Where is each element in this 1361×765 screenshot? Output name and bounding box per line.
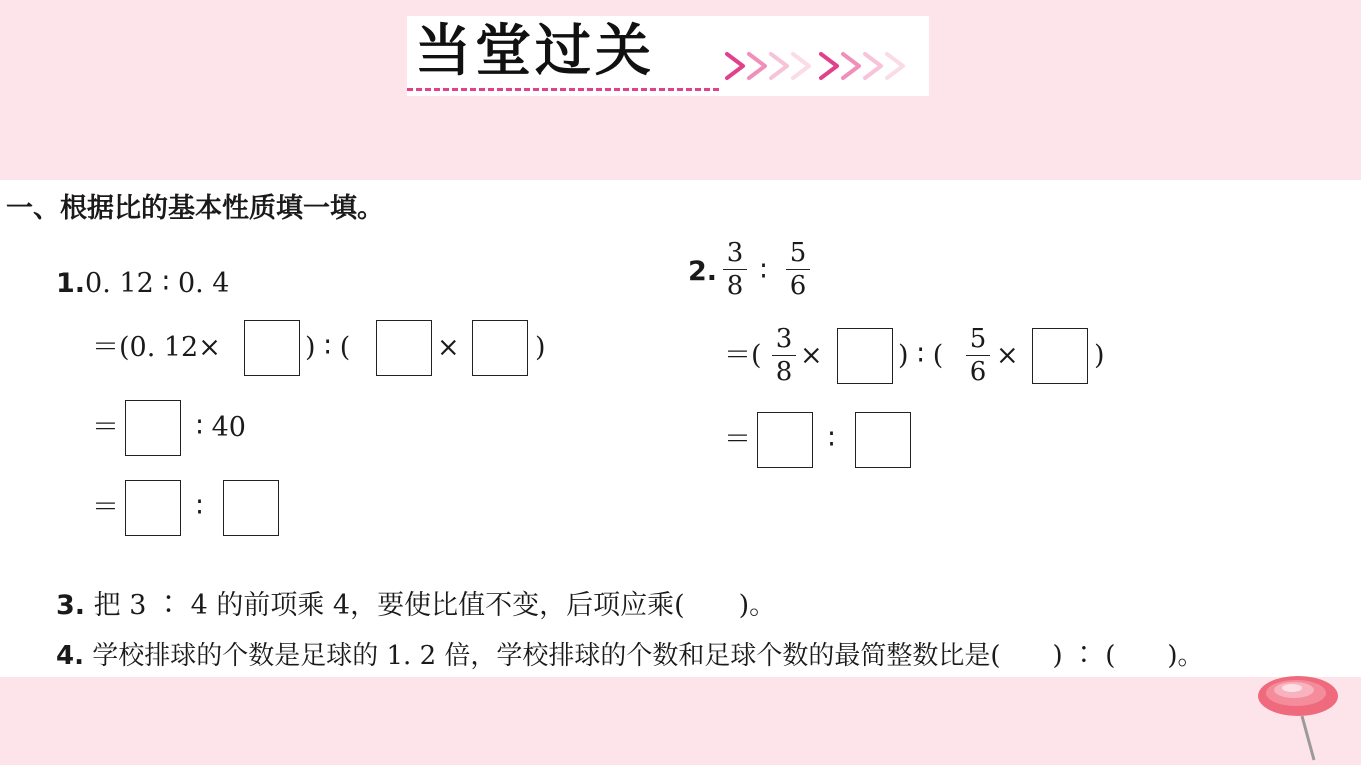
chevron-arrows-icon [723,46,923,86]
q1-line1 [56,268,229,300]
q2-line2-fraction-b [966,324,990,387]
q3-text: 把 3 ∶ 4 的前项乘 4，要使比值不变，后项应乘( )。 [93,590,777,621]
page-title: 当堂过关 [415,19,655,84]
q1-line3-suffix: ∶ 40 [196,412,246,443]
q2-line2-fraction-a [772,324,796,387]
q2-frac-b-numerator: 5 [789,238,807,268]
title-underline [407,88,719,91]
q1-answer-box-1[interactable] [244,320,300,376]
q1-line2-prefix: ＝(0. 12× [92,332,221,363]
q1-answer-box-6[interactable] [223,480,279,536]
section-heading: 一、根据比的基本性质填一填。 [6,193,384,224]
fraction-bar [772,355,796,356]
worksheet-content [0,180,1361,677]
fraction-bar [966,355,990,356]
header-band [0,0,1361,180]
q2-answer-box-3[interactable] [757,412,813,468]
q3-line [56,590,776,622]
q2-line2-open: ＝( [724,340,762,371]
q2-times-2: × [996,340,1019,371]
q4-label: 4. [56,641,84,671]
q2-frac-b-denominator: 6 [789,271,807,301]
q2-line2-frac-b-denominator: 6 [969,357,987,387]
q1-times: × [437,332,460,363]
q1-line4-prefix: ＝ [92,492,119,523]
q2-answer-box-4[interactable] [855,412,911,468]
q1-answer-box-3[interactable] [472,320,528,376]
q2-colon: ∶ [760,256,768,287]
q2-answer-box-1[interactable] [837,328,893,384]
q2-times-1: × [800,340,823,371]
q1-label: 1. [56,268,86,299]
q1-answer-box-2[interactable] [376,320,432,376]
pushpin-icon [1256,676,1346,762]
q2-line2-frac-b-numerator: 5 [969,324,987,354]
q1-close-paren: ) [535,332,546,363]
q2-fraction-a [723,238,747,301]
q4-line [56,640,1203,672]
q1-answer-box-4[interactable] [125,400,181,456]
title-banner [407,16,929,96]
footer-band [0,677,1361,765]
q3-label: 3. [56,590,86,621]
q1-answer-box-5[interactable] [125,480,181,536]
fraction-bar [786,269,810,270]
q2-line3-colon: ∶ [828,424,836,455]
q1-line4-colon: ∶ [196,492,204,523]
q2-line2-mid: ) ∶ ( [898,340,944,371]
q1-line2-mid: ) ∶ ( [305,332,351,363]
q1-line3-prefix: ＝ [92,412,119,443]
q2-line2-frac-a-denominator: 8 [775,357,793,387]
q1-expression: 0. 12 ∶ 0. 4 [85,268,230,299]
q4-text: 学校排球的个数是足球的 1. 2 倍，学校排球的个数和足球个数的最简整数比是( ) ∶ ( )。 [92,641,1204,671]
q2-close-paren: ) [1094,340,1105,371]
q2-answer-box-2[interactable] [1032,328,1088,384]
q2-line3-eq: ＝ [724,424,751,455]
q2-label: 2. [688,256,718,287]
q2-fraction-b [786,238,810,301]
fraction-bar [723,269,747,270]
q2-line2-frac-a-numerator: 3 [775,324,793,354]
q2-frac-a-numerator: 3 [726,238,744,268]
q2-frac-a-denominator: 8 [726,271,744,301]
